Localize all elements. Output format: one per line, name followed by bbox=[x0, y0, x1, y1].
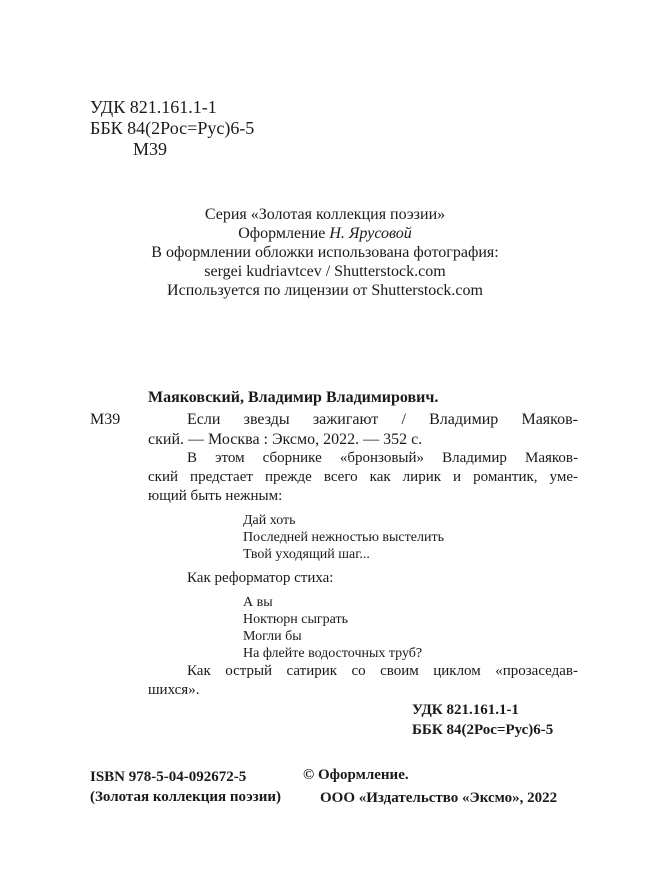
abstract-line: шихся». bbox=[148, 682, 200, 698]
license-line: Используется по лицензии от Shutterstock.com bbox=[167, 282, 483, 299]
abstract-line: В этом сборнике «бронзовый» Владимир Маяков- bbox=[187, 450, 578, 466]
copyright-line: © Оформление. bbox=[303, 767, 409, 783]
verse-line: На флейте водосточных труб? bbox=[243, 646, 423, 661]
verse-line: А вы bbox=[243, 595, 273, 610]
verse-line: Ноктюрн сыграть bbox=[243, 612, 349, 627]
verse-line: Последней нежностью выстелить bbox=[243, 530, 444, 545]
bbk-code: ББК 84(2Рос=Рус)6-5 bbox=[90, 118, 255, 138]
record-author-mark: М39 bbox=[90, 411, 121, 428]
abstract-line: ский предстает прежде всего как лирик и романтик, уме- bbox=[148, 469, 578, 485]
udk-code: УДК 821.161.1-1 bbox=[90, 97, 217, 117]
series-note: (Золотая коллекция поэзии) bbox=[90, 789, 281, 805]
verse-line: Дай хоть bbox=[243, 513, 296, 528]
record-bbk: ББК 84(2Рос=Рус)6-5 bbox=[412, 722, 554, 738]
record-udk: УДК 821.161.1-1 bbox=[412, 702, 519, 718]
verse-line: Твой уходящий шаг... bbox=[243, 547, 370, 562]
publisher-line: ООО «Издательство «Эксмо», 2022 bbox=[320, 790, 558, 806]
designer-name: Н. Ярусовой bbox=[329, 225, 412, 242]
abstract-line: Как острый сатирик со своим циклом «прозаседав- bbox=[187, 663, 578, 679]
abstract-line: ющий быть нежным: bbox=[148, 488, 283, 504]
photographer-line: sergei kudriavtcev / Shutterstock.com bbox=[204, 263, 446, 280]
author-mark: М39 bbox=[133, 139, 168, 159]
series-line: Серия «Золотая коллекция поэзии» bbox=[204, 206, 446, 223]
cover-photo-line: В оформлении обложки использована фотография: bbox=[151, 244, 499, 261]
isbn: ISBN 978-5-04-092672-5 bbox=[90, 769, 247, 785]
design-line bbox=[0, 224, 650, 243]
record-author: Маяковский, Владимир Владимирович. bbox=[148, 389, 439, 406]
abstract-line: Как реформатор стиха: bbox=[187, 570, 334, 586]
record-title-line2: ский. — Москва : Эксмо, 2022. — 352 с. bbox=[148, 431, 423, 448]
verse-line: Могли бы bbox=[243, 629, 302, 644]
design-label: Оформление bbox=[238, 225, 326, 242]
record-title-line1: Если звезды зажигают / Владимир Маяков- bbox=[187, 411, 578, 428]
